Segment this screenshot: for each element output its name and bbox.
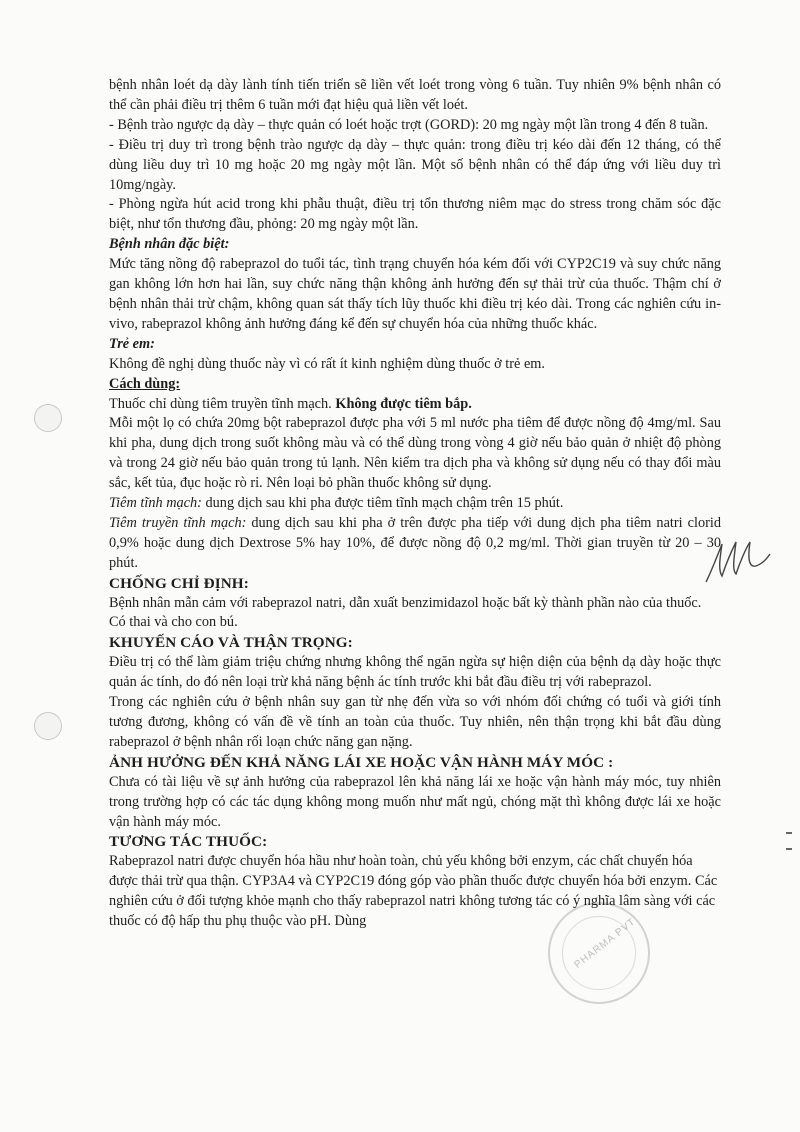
punch-hole-bottom — [34, 712, 62, 740]
paragraph: Điều trị có thể làm giảm triệu chứng nhưng không thể ngăn ngừa sự hiện diện của bệnh dạ dày hoặc thực quản ác tính, do đó nên loại trừ khả năng bệnh ác tính trước khi bắt đầu điều trị với rabeprazol. — [109, 654, 721, 691]
paragraph: Có thai và cho con bú. — [109, 614, 238, 631]
section-heading-interactions: TƯƠNG TÁC THUỐC: — [109, 833, 268, 851]
subheading-usage: Cách dùng: — [109, 375, 181, 392]
section-heading-contraindications: CHỐNG CHỈ ĐỊNH: — [109, 574, 249, 592]
section-heading-warnings: KHUYẾN CÁO VÀ THẬN TRỌNG: — [109, 634, 353, 652]
paragraph: - Điều trị duy trì trong bệnh trào ngược dạ dày – thực quản: trong điều trị kéo dài đến 12 tháng, có thể dùng liều duy trì 10 mg hoặc 20 mg ngày một lần. Một số bệnh nhân có thể đáp ứng với liều duy trì 10mg/ngày. — [109, 136, 721, 193]
paragraph: Không đề nghị dùng thuốc này vì có rất ít kinh nghiệm dùng thuốc ở trẻ em. — [109, 355, 545, 372]
paragraph: Mỗi một lọ có chứa 20mg bột rabeprazol được pha với 5 ml nước pha tiêm để được nồng độ 4mg/ml. Sau khi pha, dung dịch trong suốt không màu và có thể dùng trong vòng 4 giờ nếu bảo quản ở nhiệt độ phòng và trong 24 giờ nếu bảo quản trong tủ lạnh. Nên kiểm tra dịch pha và không sử dụng nếu có thay đổi màu sắc, kết tủa, đục hoặc rò rỉ. Nên loại bỏ phần thuốc không sử dụng. — [109, 415, 721, 492]
paragraph: Chưa có tài liệu về sự ảnh hưởng của rabeprazol lên khả năng lái xe hoặc vận hành máy móc, tuy nhiên trong trường hợp có các tác dụng không mong muốn như mất ngủ, chóng mặt thì không được lái xe hoặc vận hành máy móc. — [109, 773, 721, 830]
paragraph: Bệnh nhân mẫn cảm với rabeprazol natri, dẫn xuất benzimidazol hoặc bất kỳ thành phần nào của thuốc. — [109, 594, 702, 611]
paragraph: Trong các nghiên cứu ở bệnh nhân suy gan từ nhẹ đến vừa so với nhóm đối chứng có tuổi và giới tính tương đương, không có vấn đề về tính an toàn của thuốc. Tuy nhiên, nên thận trọng khi bắt đầu dùng rabeprazol ở bệnh nhân rối loạn chức năng gan nặng. — [109, 694, 721, 750]
edge-mark — [786, 848, 792, 850]
paragraph: Tiêm truyền tĩnh mạch: dung dịch sau khi pha ở trên được pha tiếp với dung dịch pha tiêm natri clorid 0,9% hoặc dung dịch Dextrose 5% hay 10%, để được nồng độ 0,2 mg/ml. Thời gian truyền từ 20 – 30 phút. — [109, 514, 721, 571]
no-intramuscular-warning: Không được tiêm bắp. — [335, 395, 472, 412]
subheading-children: Trẻ em: — [109, 335, 155, 352]
paragraph: Thuốc chỉ dùng tiêm truyền tĩnh mạch. Không được tiêm bắp. — [109, 395, 472, 412]
edge-mark — [786, 832, 792, 834]
subheading-special-patients: Bệnh nhân đặc biệt: — [109, 236, 230, 253]
paragraph: bệnh nhân loét dạ dày lành tính tiến triển sẽ liền vết loét trong vòng 6 tuần. Tuy nhiên 9% bệnh nhân có thể cần phải điều trị thêm 6 tuần mới đạt hiệu quả liền vết loét. — [109, 77, 721, 113]
paragraph: Rabeprazol natri được chuyển hóa hầu như hoàn toàn, chủ yếu không bởi enzym, các chất chuyển hóa được thải trừ qua thận. CYP3A4 và CYP2C19 đóng góp vào phần thuốc được chuyển hóa bởi enzym. Các nghiên cứu ở đối tượng khỏe mạnh cho thấy rabeprazol natri không tương tác có ý nghĩa lâm sàng với các thuốc có độ hấp thu phụ thuộc vào pH. Dùng — [109, 853, 718, 930]
paragraph: - Bệnh trào ngược dạ dày – thực quản có loét hoặc trợt (GORD): 20 mg ngày một lần trong 4 đến 8 tuần. — [109, 116, 709, 133]
section-heading-driving: ẢNH HƯỞNG ĐẾN KHẢ NĂNG LÁI XE HOẶC VẬN HÀNH MÁY MÓC : — [109, 753, 614, 771]
document-body — [109, 76, 721, 932]
paragraph: Mức tăng nồng độ rabeprazol do tuổi tác, tình trạng chuyển hóa kém đối với CYP2C19 và suy chức năng gan không lớn hơn hai lần, suy chức năng thận không ảnh hưởng đến sự thải trừ của thuốc. Thậm chí ở bệnh nhân thải trừ chậm, không quan sát thấy tích lũy thuốc khi điều trị kéo dài. Trong các nghiên cứu in-vivo, rabeprazol không ảnh hưởng đáng kể đến sự chuyển hóa của những thuốc khác. — [109, 256, 721, 332]
paragraph: - Phòng ngừa hút acid trong khi phẫu thuật, điều trị tổn thương niêm mạc do stress trong chăm sóc đặc biệt, như tổn thương đầu, phỏng: 20 mg ngày một lần. — [109, 196, 721, 233]
punch-hole-top — [34, 404, 62, 432]
paragraph: Tiêm tĩnh mạch: dung dịch sau khi pha được tiêm tĩnh mạch chậm trên 15 phút. — [109, 495, 564, 512]
stamp-text: PHARMA PVT — [572, 916, 638, 971]
